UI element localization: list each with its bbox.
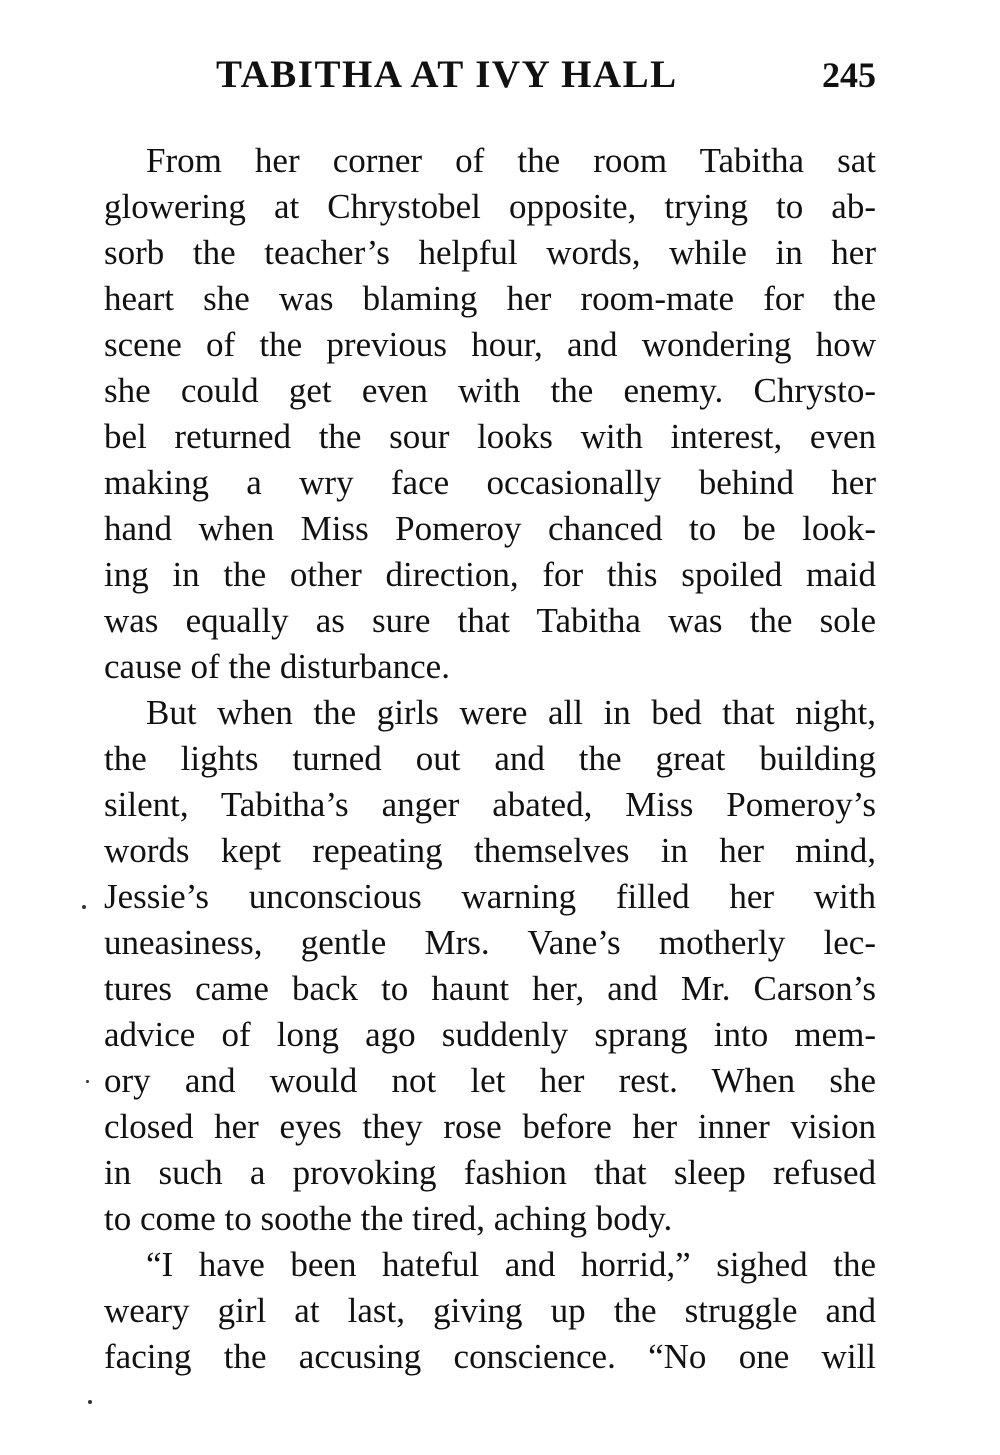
paragraph-3-line-3: facing the accusing conscience. “No one will	[104, 1337, 876, 1376]
paragraph-2-line-5: Jessie’s unconscious warning filled her with	[104, 877, 876, 916]
paragraph-2-line-3: silent, Tabitha’s anger abated, Miss Pomeroy’s	[104, 785, 876, 824]
paragraph-1-line-4: heart she was blaming her room-mate for the	[104, 279, 876, 318]
paragraph-1-line-3: sorb the teacher’s helpful words, while in her	[104, 233, 876, 272]
paragraph-3-line-2: weary girl at last, giving up the struggle and	[104, 1291, 876, 1330]
paragraph-1-line-7: bel returned the sour looks with interest, even	[104, 417, 876, 456]
paragraph-2-line-9: ory and would not let her rest. When she	[104, 1061, 876, 1100]
scan-speck	[82, 905, 86, 909]
paragraph-2-line-4: words kept repeating themselves in her mind,	[104, 831, 876, 870]
paragraph-1-line-2: glowering at Chrystobel opposite, trying to ab-	[104, 187, 876, 226]
paragraph-2-line-12: to come to soothe the tired, aching body.	[104, 1199, 673, 1238]
running-title: TABITHA AT IVY HALL	[216, 53, 678, 96]
paragraph-1-line-12: cause of the disturbance.	[104, 647, 450, 686]
paragraph-1-line-8: making a wry face occasionally behind her	[104, 463, 876, 502]
paragraph-2-line-6: uneasiness, gentle Mrs. Vane’s motherly lec-	[104, 923, 876, 962]
paragraph-1-line-5: scene of the previous hour, and wondering how	[104, 325, 876, 364]
paragraph-2-line-10: closed her eyes they rose before her inner vision	[104, 1107, 876, 1146]
body-text	[104, 138, 876, 1380]
scan-speck	[86, 1080, 89, 1083]
paragraph-2-line-1: But when the girls were all in bed that night,	[146, 693, 876, 732]
paragraph-2-line-2: the lights turned out and the great building	[104, 739, 876, 778]
paragraph-2-line-8: advice of long ago suddenly sprang into mem-	[104, 1015, 876, 1054]
paragraph-1-line-1: From her corner of the room Tabitha sat	[146, 141, 876, 180]
scan-speck	[88, 1400, 92, 1404]
paragraph-1-line-9: hand when Miss Pomeroy chanced to be look-	[104, 509, 876, 548]
paragraph-2-line-7: tures came back to haunt her, and Mr. Carson’s	[104, 969, 876, 1008]
paragraph-2-line-11: in such a provoking fashion that sleep refused	[104, 1153, 876, 1192]
paragraph-1-line-6: she could get even with the enemy. Chrysto-	[104, 371, 876, 410]
page-number: 245	[822, 55, 876, 95]
paragraph-1-line-11: was equally as sure that Tabitha was the sole	[104, 601, 876, 640]
running-head	[104, 52, 876, 102]
paragraph-1-line-10: ing in the other direction, for this spoiled maid	[104, 555, 876, 594]
paragraph-3-line-1: “I have been hateful and horrid,” sighed the	[146, 1245, 876, 1284]
